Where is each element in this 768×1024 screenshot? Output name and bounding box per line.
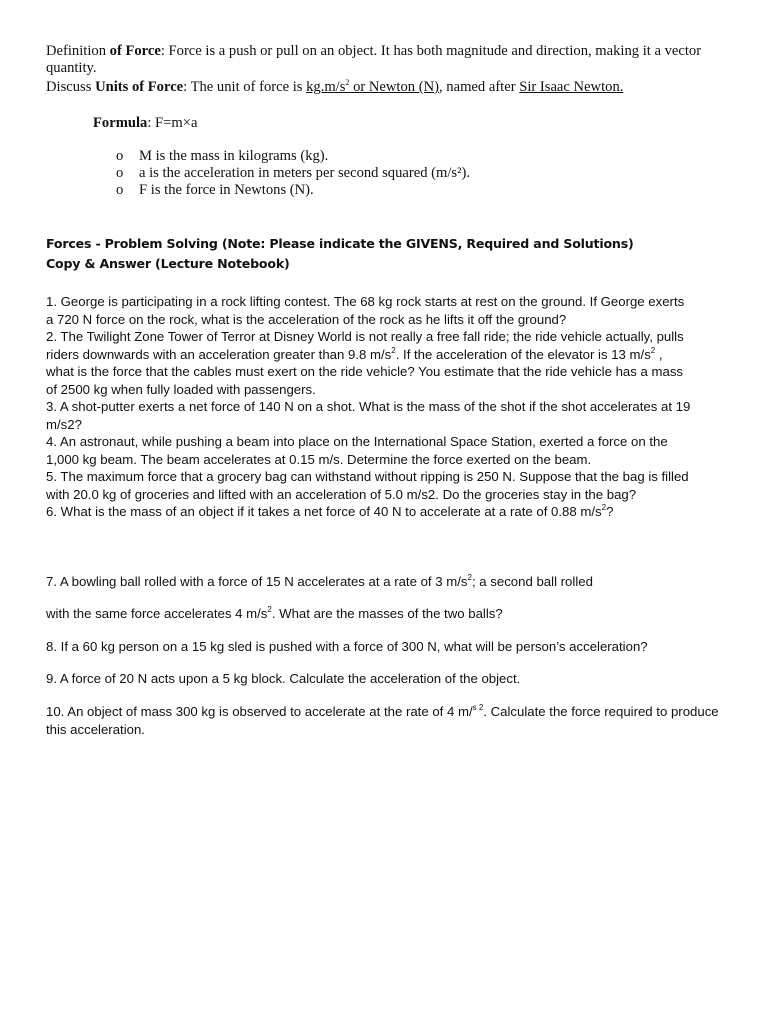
problem-2-sup-2: 2 <box>650 345 656 355</box>
problem-7-text-c: with the same force accelerates 4 m/s <box>46 606 268 621</box>
list-item-text: a is the acceleration in meters per second squared (m/s²). <box>139 165 470 181</box>
definition-text: : Force is a push or pull on an object. It has both magnitude and direction, making it a vector quantity. <box>46 43 702 76</box>
unit-kgms2-text: kg.m/s <box>306 79 346 95</box>
problem-7-line-1 <box>46 573 736 591</box>
heading-line-2: Copy & Answer (Lecture Notebook) <box>46 256 290 271</box>
bullet-marker: o <box>116 182 124 198</box>
problem-10-text-b: . Calculate the force required to produce this acceleration. <box>46 704 719 737</box>
formula-variable-list <box>46 148 736 199</box>
problem-7-text-b: ; a second ball rolled <box>471 574 593 589</box>
unit-kgms2 <box>306 79 439 95</box>
definition-lead: Definition <box>46 43 110 59</box>
formula-label: Formula <box>93 115 148 131</box>
problem-10 <box>46 703 730 738</box>
problem-7-text-d: . What are the masses of the two balls? <box>271 606 503 621</box>
problem-8: 8. If a 60 kg person on a 15 kg sled is pushed with a force of 300 N, what will be person’s acceleration? <box>46 639 648 654</box>
problem-6-text-b: ? <box>606 504 614 519</box>
problem-set-heading <box>46 234 736 274</box>
list-item <box>46 182 736 199</box>
problem-10-sup: s 2 <box>472 703 484 712</box>
units-lead: Discuss <box>46 79 96 95</box>
problem-2-text-c: , what is the force that the cables must exert on the ride vehicle? You estimate that the ride vehicle has a mass of 2500 kg when fully loaded with passengers. <box>46 346 684 397</box>
problem-1: 1. George is participating in a rock lifting contest. The 68 kg rock starts at rest on the ground. If George exerts a 720 N force on the rock, what is the acceleration of the rock as he lifts it off the ground? <box>46 294 685 327</box>
problem-6-sup: 2 <box>601 503 607 512</box>
heading-line-1: Forces - Problem Solving (Note: Please indicate the GIVENS, Required and Solutions) <box>46 236 634 251</box>
problem-5: 5. The maximum force that a grocery bag can withstand without ripping is 250 N. Suppose that the bag is filled with 20.0 kg of groceries and lifted with an acceleration of 5.0 m/s2. Do the groceries stay in the bag? <box>46 469 689 502</box>
problem-2-sup-1: 2 <box>391 345 396 355</box>
problem-7-line-2 <box>46 605 736 623</box>
problem-list <box>46 293 694 521</box>
list-item <box>46 148 736 165</box>
list-item-text: F is the force in Newtons (N). <box>139 182 314 198</box>
problem-2-text-a: 2. The Twilight Zone Tower of Terror at Disney World is not really a free fall ride; the ride vehicle actually, pulls riders downwards with an acceleration greater than 9.8 m/s <box>46 329 684 362</box>
problem-10-text-a: 10. An object of mass 300 kg is observed to accelerate at the rate of 4 m/ <box>46 704 473 719</box>
problem-4: 4. An astronaut, while pushing a beam into place on the International Space Station, exerted a force on the 1,000 kg beam. The beam accelerates at 0.15 m/s. Determine the force exerted on the beam. <box>46 434 668 467</box>
definition-term: of Force <box>109 43 161 59</box>
units-text-1: : The unit of force is <box>183 79 307 95</box>
problem-7-sup-2: 2 <box>267 605 272 614</box>
units-paragraph <box>46 79 736 96</box>
problem-6-text-a: 6. What is the mass of an object if it takes a net force of 40 N to accelerate at a rate of 0.88 m/s <box>46 504 602 519</box>
definition-paragraph <box>46 43 736 77</box>
bullet-marker: o <box>116 165 124 181</box>
problem-3: 3. A shot-putter exerts a net force of 140 N on a shot. What is the mass of the shot if the shot accelerates at 19 m/s2? <box>46 399 691 432</box>
bullet-marker: o <box>116 148 124 164</box>
problem-7-text-a: 7. A bowling ball rolled with a force of 15 N accelerates at a rate of 3 m/s <box>46 574 468 589</box>
formula-line <box>93 115 197 132</box>
problem-6 <box>46 503 736 521</box>
person-name: Sir Isaac Newton. <box>519 79 624 95</box>
unit-newton-text: or Newton (N) <box>349 79 439 95</box>
problem-2 <box>46 328 694 398</box>
unit-kgms2-sup: 2 <box>345 78 350 87</box>
list-item <box>46 165 736 182</box>
problem-2-text-b: . If the acceleration of the elevator is 13 m/s <box>395 346 651 362</box>
problem-9: 9. A force of 20 N acts upon a 5 kg block. Calculate the acceleration of the object. <box>46 671 521 686</box>
formula-text: : F=m×a <box>147 115 198 131</box>
units-text-2: , named after <box>439 79 520 95</box>
problem-7-sup-1: 2 <box>467 573 472 582</box>
units-term: Units of Force <box>95 79 184 95</box>
list-item-text: M is the mass in kilograms (kg). <box>139 148 329 164</box>
